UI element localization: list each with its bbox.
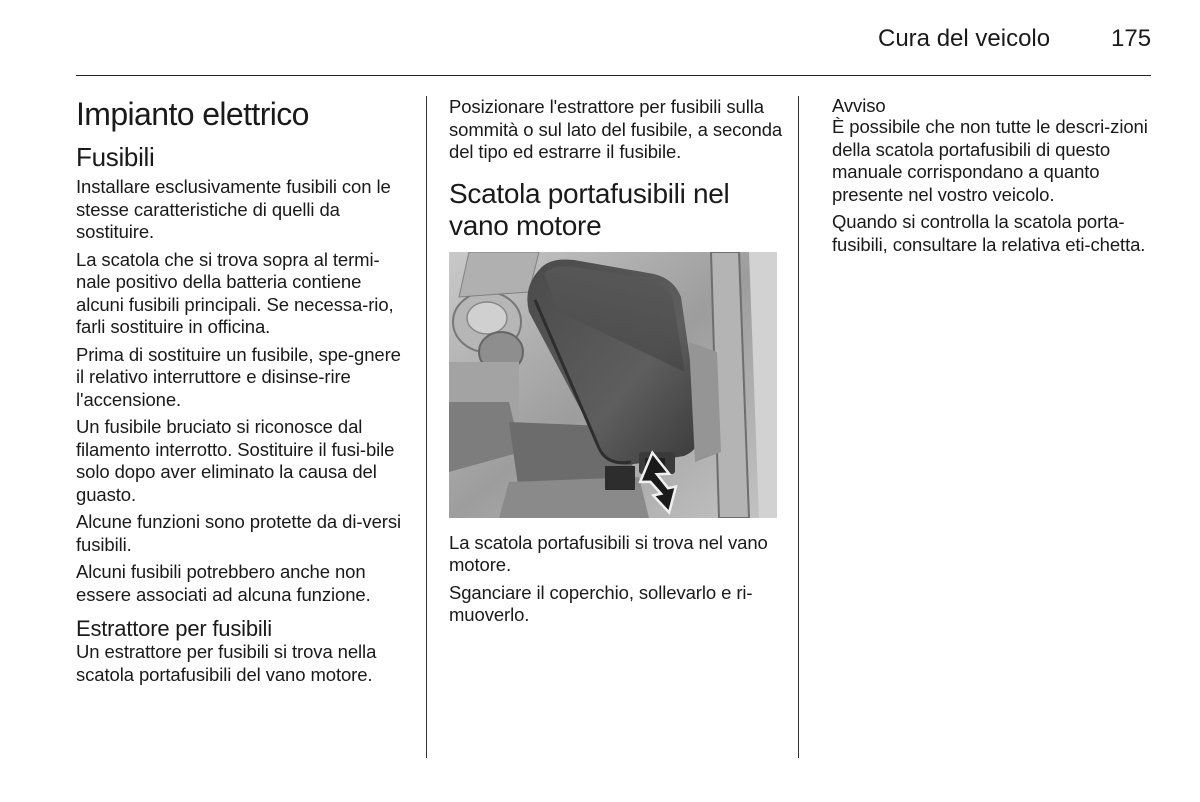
paragraph: È possibile che non tutte le descri-zioni della scatola portafusibili di questo manuale corrispondano a quanto presente nel vostro veicolo.	[832, 116, 1148, 205]
column-2	[449, 96, 789, 632]
paragraph: Alcune funzioni sono protette da di-versi fusibili.	[76, 511, 401, 555]
paragraph: La scatola che si trova sopra al termi-nale positivo della batteria contiene alcuni fusibili principali. Se necessa-rio, farli sostituire in officina.	[76, 248, 394, 337]
paragraph: Sganciare il coperchio, sollevarlo e ri-muoverlo.	[449, 581, 753, 625]
section-heading: Impianto elettrico	[76, 96, 309, 132]
minor-heading: Estrattore per fusibili	[76, 616, 272, 641]
running-header-title: Cura del veicolo	[878, 25, 1051, 52]
paragraph: Installare esclusivamente fusibili con le stesse caratteristiche di quelli da sostituire.	[76, 176, 391, 242]
subsection-heading: Fusibili	[76, 142, 155, 172]
column-divider	[798, 96, 799, 758]
subsection-heading: Scatola portafusibili nel vano motore	[449, 177, 730, 241]
column-divider	[426, 96, 427, 758]
paragraph: La scatola portafusibili si trova nel vano motore.	[449, 531, 768, 575]
notice-label: Avviso	[832, 95, 886, 116]
column-3	[832, 96, 1162, 261]
column-1	[76, 96, 412, 691]
paragraph: Alcuni fusibili potrebbero anche non essere associati ad alcuna funzione.	[76, 561, 371, 605]
paragraph: Un fusibile bruciato si riconosce dal filamento interrotto. Sostituire il fusi-bile solo dopo aver eliminato la causa del guasto.	[76, 416, 395, 505]
page-number: 175	[1111, 25, 1152, 52]
fuse-box-photo	[449, 252, 777, 518]
paragraph: Quando si controlla la scatola porta-fusibili, consultare la relativa eti-chetta.	[832, 211, 1146, 255]
paragraph: Un estrattore per fusibili si trova nella scatola portafusibili del vano motore.	[76, 641, 377, 685]
header-rule	[76, 75, 1151, 76]
paragraph: Prima di sostituire un fusibile, spe-gnere il relativo interruttore e disinse-rire l'accensione.	[76, 343, 401, 410]
paragraph: Posizionare l'estrattore per fusibili sulla sommità o sul lato del fusibile, a seconda del tipo ed estrarre il fusibile.	[449, 96, 783, 162]
